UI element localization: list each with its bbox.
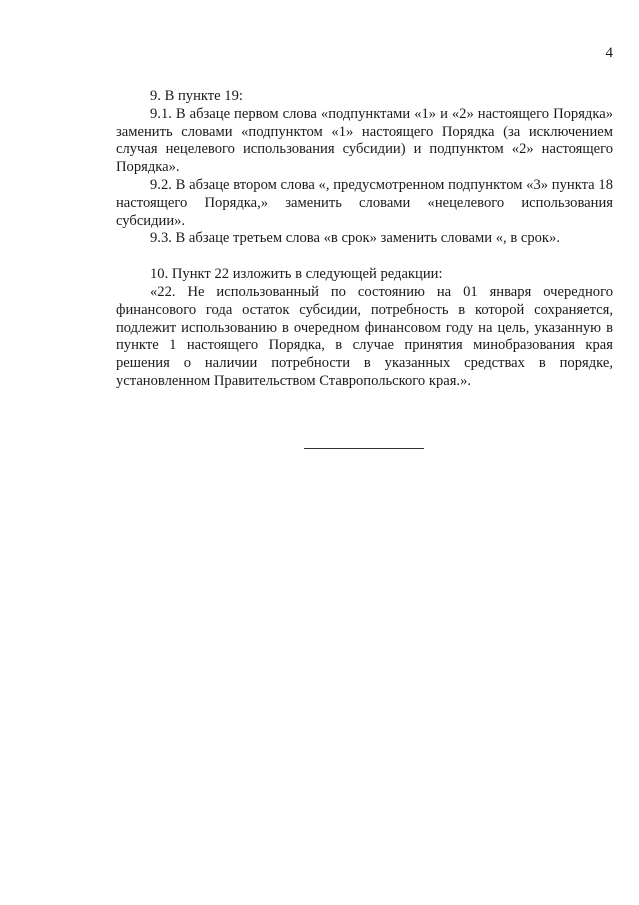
item-9-1: 9.1. В абзаце первом слова «подпунктами «1» и «2» настоящего Порядка» заменить словами «подпунктом «1» настоящего Порядка (за исключением случая нецелевого использования субсидии) и подпунктом «2» настоящего Порядка». <box>116 105 613 176</box>
item-9-2: 9.2. В абзаце втором слова «, предусмотренном подпунктом «3» пункта 18 настоящего Порядка,» заменить словами «нецелевого использования субсидии». <box>116 176 613 229</box>
item-9-heading: 9. В пункте 19: <box>150 88 243 104</box>
document-body <box>116 88 613 391</box>
item-9-3: 9.3. В абзаце третьем слова «в срок» заменить словами «, в срок». <box>150 230 560 247</box>
end-of-document-rule <box>304 448 424 449</box>
paragraph-gap <box>116 248 613 266</box>
page-number: 4 <box>605 45 613 61</box>
item-10-text: «22. Не использованный по состоянию на 01 января очередного финансового года остаток субсидии, потребность в которой сохраняется, подлежит использованию в очередном финансовом году на цель, указанную в пункте 1 настоящего Порядка, в случае принятия минобразования края решения о наличии потребности в указанных средствах в порядке, установленном Правительством Ставропольского края.». <box>116 283 613 389</box>
item-10-heading: 10. Пункт 22 изложить в следующей редакции: <box>150 266 443 283</box>
